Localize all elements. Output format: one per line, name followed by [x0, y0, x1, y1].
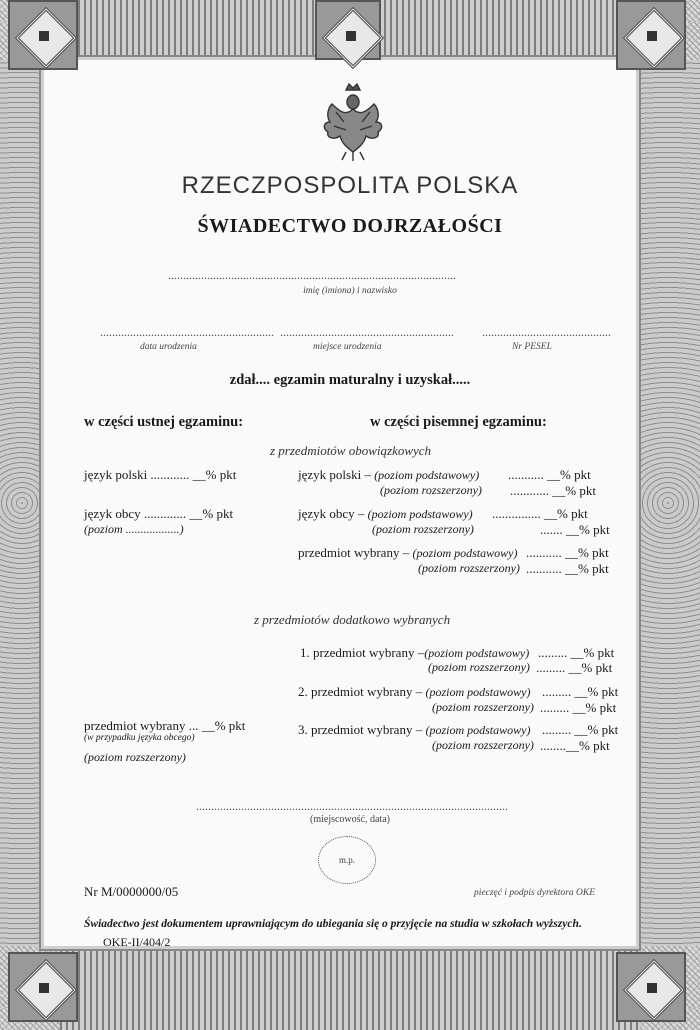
foreign-extended-level: (poziom rozszerzony): [372, 522, 474, 536]
foreign-extended-score: ....... __% pkt: [540, 522, 610, 537]
additional-3-label: 3. przedmiot wybrany –: [298, 722, 426, 737]
selected-basic-level: (poziom podstawowy): [412, 546, 518, 560]
place-date-caption: (miejscowość, data): [310, 814, 390, 825]
country-heading: RZECZPOSPOLITA POLSKA: [181, 172, 519, 199]
foreign-basic-score: ............... __% pkt: [492, 506, 588, 521]
polish-label: język polski –: [298, 467, 375, 482]
corner-ornament-top-right: [616, 0, 686, 70]
name-caption: imię (imiona) i nazwisko: [303, 286, 397, 296]
oral-extra-score: przedmiot wybrany ... __% pkt: [84, 718, 246, 733]
certificate-number: Nr M/0000000/05: [84, 884, 179, 899]
polish-extended-score: ............ __% pkt: [510, 483, 596, 498]
foreign-label: język obcy –: [298, 506, 368, 521]
selected-basic-score: ........... __% pkt: [526, 545, 609, 560]
form-code: OKE-II/404/2: [103, 935, 171, 949]
selected-extended-score: ........... __% pkt: [526, 561, 609, 576]
additional-1-basic-score: ......... __% pkt: [538, 645, 615, 660]
additional-2-basic-score: ......... __% pkt: [542, 684, 619, 699]
name-field-line: ................................................................................................: [168, 268, 456, 282]
selected-subject-label: przedmiot wybrany –: [298, 545, 413, 560]
top-center-ornament: [315, 0, 381, 60]
foreign-basic-level: (poziom podstawowy): [367, 507, 473, 521]
additional-3-extended-score: ........__% pkt: [540, 738, 610, 753]
signature-caption: pieczęć i podpis dyrektora OKE: [474, 888, 596, 898]
bottom-ornament: [60, 946, 640, 1030]
additional-1-label: 1. przedmiot wybrany –: [300, 645, 425, 660]
corner-ornament-bottom-left: [8, 952, 78, 1022]
additional-3-extended-level: (poziom rozszerzony): [432, 738, 534, 752]
polish-basic-score: ........... __% pkt: [508, 467, 591, 482]
oral-extra-level: (poziom rozszerzony): [84, 750, 186, 764]
additional-3-basic-level: (poziom podstawowy): [425, 723, 531, 737]
pesel-field-line: ...........................................: [482, 325, 611, 339]
document-title: ŚWIADECTWO DOJRZAŁOŚCI: [197, 215, 503, 237]
stamp-placeholder: m.p.: [318, 836, 376, 884]
exam-statement: zdał.... egzamin maturalny i uzyskał.....: [229, 372, 471, 388]
pob-field-line: ..........................................................: [280, 325, 454, 339]
oral-foreign-score: język obcy ............. __% pkt: [84, 506, 234, 521]
additional-1-basic-level: (poziom podstawowy): [424, 646, 530, 660]
polish-basic-level: (poziom podstawowy): [374, 468, 480, 482]
additional-1-extended-level: (poziom rozszerzony): [428, 660, 530, 674]
additional-subjects-label: z przedmiotów dodatkowo wybranych: [254, 612, 451, 627]
pob-caption: miejsce urodzenia: [313, 342, 382, 352]
oral-polish-score: język polski ............ __% pkt: [84, 467, 237, 482]
additional-1-extended-score: ......... __% pkt: [536, 660, 613, 675]
additional-2-label: 2. przedmiot wybrany –: [298, 684, 426, 699]
oral-extra-note: (w przypadku języka obcego): [84, 733, 195, 743]
certificate-notice: Świadectwo jest dokumentem uprawniającym do ubiegania się o przyjęcie na studia w szkołach wyższych.: [84, 918, 582, 930]
dob-caption: data urodzenia: [140, 342, 197, 352]
written-heading: w części pisemnej egzaminu:: [370, 414, 547, 430]
place-date-line: ........................................................................................................: [196, 799, 508, 813]
mandatory-subjects-label: z przedmiotów obowiązkowych: [270, 443, 432, 458]
additional-2-extended-score: ......... __% pkt: [540, 700, 617, 715]
dob-field-line: ..........................................................: [100, 325, 274, 339]
additional-2-extended-level: (poziom rozszerzony): [432, 700, 534, 714]
additional-2-basic-level: (poziom podstawowy): [425, 685, 531, 699]
corner-ornament-top-left: [8, 0, 78, 70]
selected-extended-level: (poziom rozszerzony): [418, 561, 520, 575]
pesel-caption: Nr PESEL: [512, 342, 552, 352]
eagle-emblem-icon: [318, 82, 388, 162]
polish-extended-level: (poziom rozszerzony): [380, 483, 482, 497]
oral-foreign-level: (poziom ..................): [84, 522, 184, 536]
corner-ornament-bottom-right: [616, 952, 686, 1022]
oral-heading: w części ustnej egzaminu:: [84, 414, 244, 430]
additional-3-basic-score: ......... __% pkt: [542, 722, 619, 737]
